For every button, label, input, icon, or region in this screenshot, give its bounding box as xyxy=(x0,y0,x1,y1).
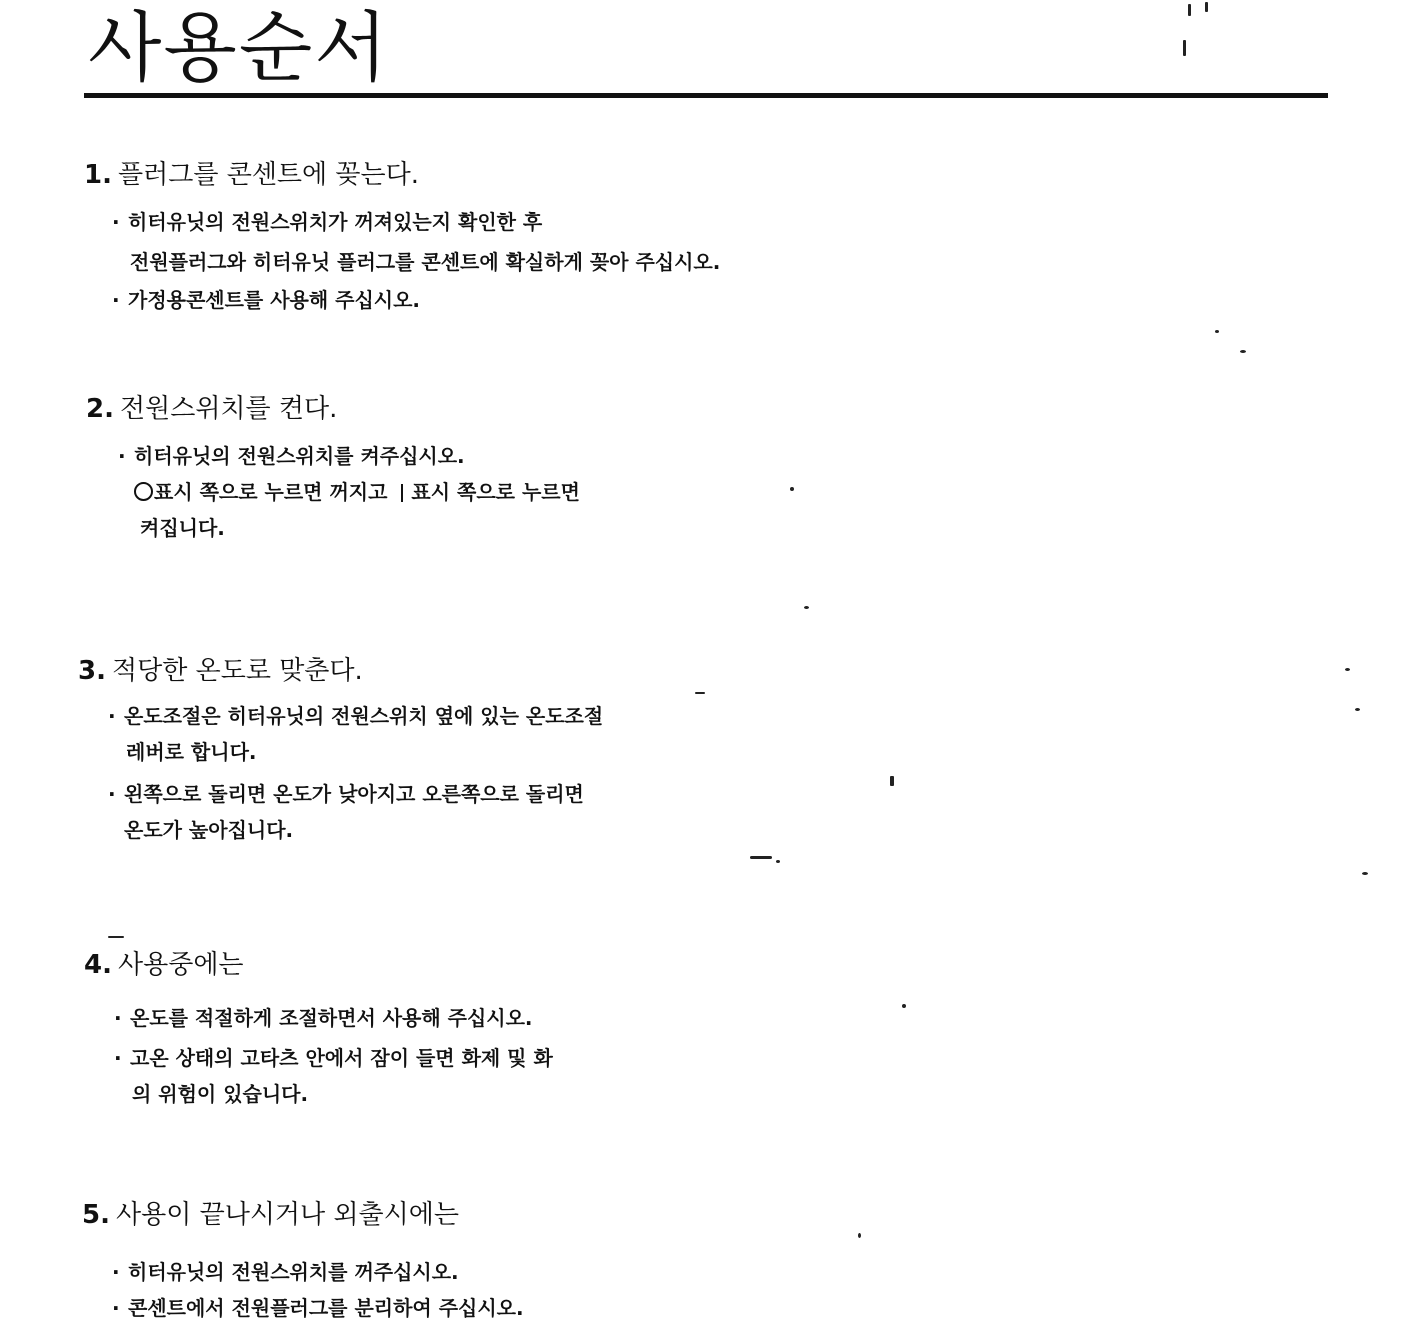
bullet-item xyxy=(108,698,603,770)
bullet-line: 왼쪽으로 돌리면 온도가 낮아지고 오른쪽으로 돌리면 xyxy=(124,782,584,806)
bullet-line: 레버로 합니다. xyxy=(126,740,257,764)
bullet-line: 의 위험이 있습니다. xyxy=(132,1082,309,1106)
bullet-dot: · xyxy=(112,1296,120,1320)
scan-speck xyxy=(776,860,780,863)
bullet-item xyxy=(112,1290,524,1326)
title-divider xyxy=(84,93,1328,98)
scan-speck xyxy=(1215,330,1219,333)
off-circle-symbol-icon xyxy=(134,482,153,501)
bullet-line: 고온 상태의 고타츠 안에서 잠이 들면 화제 및 화 xyxy=(130,1046,553,1070)
bullet-line: 온도를 적절하게 조절하면서 사용해 주십시오. xyxy=(130,1006,533,1030)
bullet-item xyxy=(108,776,603,848)
scan-speck xyxy=(1183,40,1186,56)
scan-speck xyxy=(790,487,794,491)
bullet-line: 가정용콘센트를 사용해 주십시오. xyxy=(128,288,421,312)
scan-speck xyxy=(750,856,772,859)
scan-speck xyxy=(108,936,124,938)
scan-speck xyxy=(1240,350,1246,353)
step-title: 플러그를 콘센트에 꽂는다. xyxy=(117,160,420,190)
step-number: 5. xyxy=(82,1200,110,1230)
bullet-dot: · xyxy=(114,1006,122,1030)
scan-speck xyxy=(1345,668,1350,671)
bullet-line: 히터유닛의 전원스위치가 꺼져있는지 확인한 후 xyxy=(128,210,543,234)
scan-speck xyxy=(890,776,894,786)
step-heading xyxy=(84,158,720,192)
on-bar-symbol-icon xyxy=(401,484,403,502)
bullet-line: 온도조절은 히터유닛의 전원스위치 옆에 있는 온도조절 xyxy=(124,704,604,728)
bullet-item xyxy=(114,1040,553,1112)
bullet-item xyxy=(112,282,720,318)
switch-note-tail: 켜집니다. xyxy=(140,516,225,540)
bullet-dot: · xyxy=(112,288,120,312)
bullet-item xyxy=(112,1254,524,1290)
page-title: 사용순서 xyxy=(88,3,390,92)
step-title: 적당한 온도로 맞춘다. xyxy=(111,656,363,686)
step-3 xyxy=(78,654,603,848)
bullet-line: 전원플러그와 히터유닛 플러그를 콘센트에 확실하게 꽂아 주십시오. xyxy=(130,250,721,274)
step-number: 3. xyxy=(78,656,106,686)
scan-speck xyxy=(1188,4,1191,16)
scan-speck xyxy=(695,692,705,694)
step-heading xyxy=(82,1198,524,1232)
bullet-dot: · xyxy=(108,782,116,806)
switch-on-text: 표시 쪽으로 누르면 xyxy=(411,480,580,504)
scan-speck xyxy=(1205,2,1208,12)
bullet-dot: · xyxy=(112,210,120,234)
bullet-dot: · xyxy=(112,1260,120,1284)
bullet-line: 콘센트에서 전원플러그를 분리하여 주십시오. xyxy=(128,1296,524,1320)
bullet-dot: · xyxy=(114,1046,122,1070)
step-number: 2. xyxy=(86,394,114,424)
switch-note xyxy=(134,474,580,510)
bullet-dot: · xyxy=(118,444,126,468)
step-heading xyxy=(78,654,603,688)
step-2 xyxy=(86,392,580,546)
step-5 xyxy=(82,1198,524,1326)
step-4 xyxy=(84,948,553,1112)
scan-speck xyxy=(1362,872,1368,875)
step-number: 1. xyxy=(84,160,112,190)
bullet-item xyxy=(114,1000,553,1036)
step-title: 전원스위치를 켠다. xyxy=(119,394,338,424)
bullet-item xyxy=(112,202,720,282)
scan-speck xyxy=(1355,708,1360,711)
scan-speck xyxy=(804,606,809,609)
step-1 xyxy=(84,158,720,318)
scan-speck xyxy=(858,1233,861,1238)
bullet-line: 히터유닛의 전원스위치를 꺼주십시오. xyxy=(128,1260,459,1284)
bullet-item xyxy=(118,438,580,546)
bullet-line: 온도가 높아집니다. xyxy=(124,818,294,842)
step-heading xyxy=(86,392,580,426)
bullet-line: 히터유닛의 전원스위치를 켜주십시오. xyxy=(134,444,465,468)
step-title: 사용중에는 xyxy=(117,950,244,980)
step-title: 사용이 끝나시거나 외출시에는 xyxy=(115,1200,460,1230)
switch-off-text: 표시 쪽으로 누르면 꺼지고 xyxy=(154,480,388,504)
step-number: 4. xyxy=(84,950,112,980)
bullet-dot: · xyxy=(108,704,116,728)
scan-speck xyxy=(902,1004,906,1008)
step-heading xyxy=(84,948,553,982)
